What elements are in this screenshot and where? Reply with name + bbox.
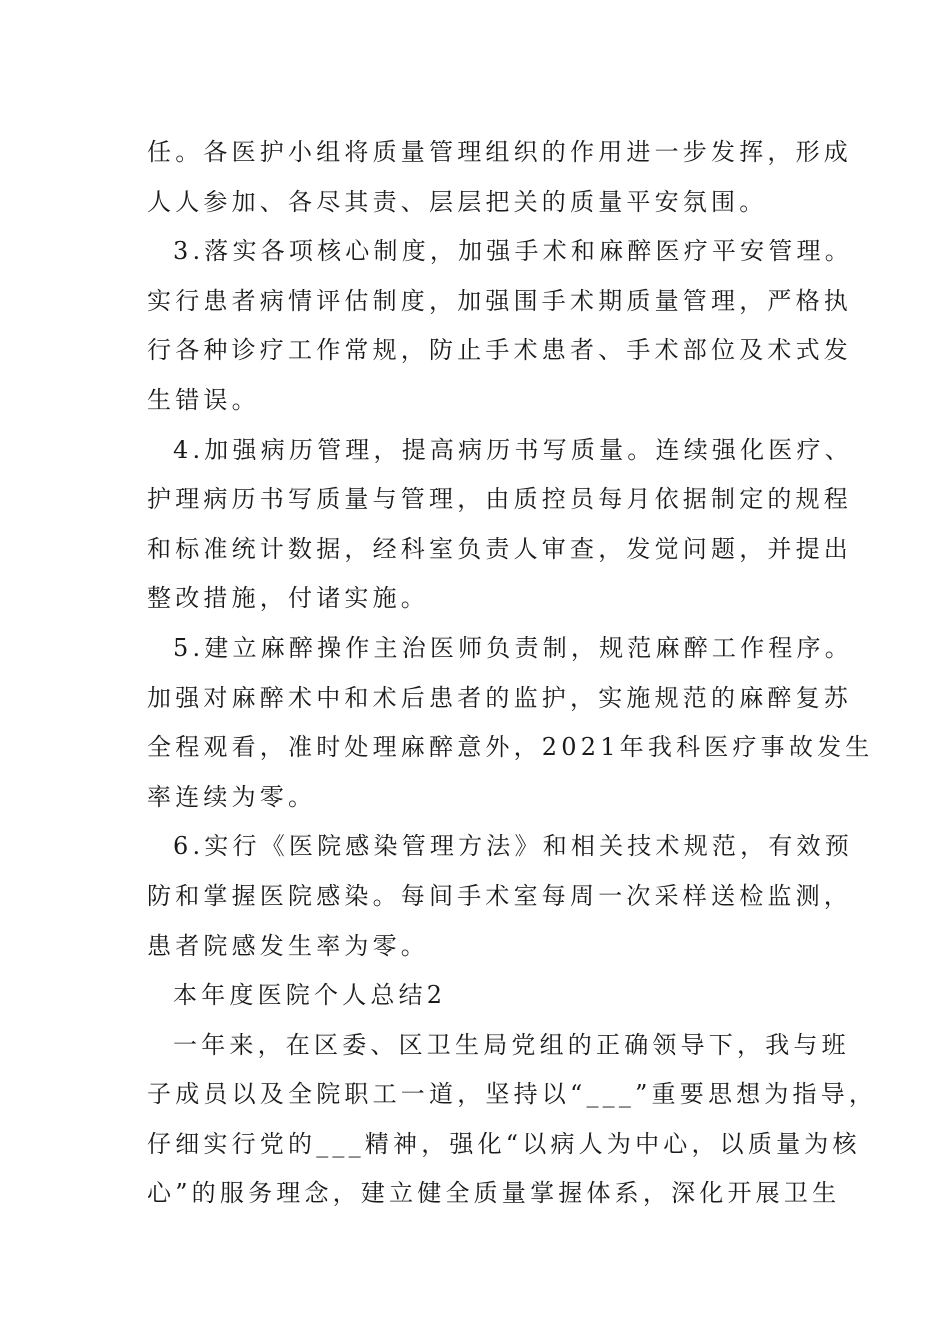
text-line: 人人参加、各尽其责、层层把关的质量平安氛围。	[147, 187, 768, 216]
text-line: 患者院感发生率为零。	[147, 931, 429, 960]
text-line: 仔细实行党的___精神，强化“以病人为中心，以质量为核	[147, 1129, 861, 1158]
text-line: 全程观看，准时处理麻醉意外，2021年我科医疗事故发生	[147, 733, 874, 762]
text-line: 子成员以及全院职工一道，坚持以“___”重要思想为指导，	[147, 1080, 878, 1109]
text-line: 护理病历书写质量与管理，由质控员每月依据制定的规程	[147, 485, 852, 514]
text-line: 4.加强病历管理，提高病历书写质量。连续强化医疗、	[173, 435, 853, 464]
text-line: 生错误。	[147, 385, 260, 414]
text-line: 一年来，在区委、区卫生局党组的正确领导下，我与班	[173, 1030, 850, 1059]
text-line: 3.落实各项核心制度，加强手术和麻醉医疗平安管理。	[173, 237, 853, 266]
text-line: 5.建立麻醉操作主治医师负责制，规范麻醉工作程序。	[173, 633, 853, 662]
text-line: 6.实行《医院感染管理方法》和相关技术规范，有效预	[173, 832, 853, 861]
text-line: 行各种诊疗工作常规，防止手术患者、手术部位及术式发	[147, 336, 852, 365]
text-line: 心”的服务理念，建立健全质量掌握体系，深化开展卫生	[147, 1179, 841, 1208]
text-line: 率连续为零。	[147, 782, 317, 811]
section-heading: 本年度医院个人总结2	[173, 981, 447, 1010]
text-line: 任。各医护小组将质量管理组织的作用进一步发挥，形成	[147, 138, 852, 166]
document-body	[147, 128, 878, 1219]
text-line: 和标准统计数据，经科室负责人审查，发觉问题，并提出	[147, 534, 852, 563]
text-line: 实行患者病情评估制度，加强围手术期质量管理，严格执	[147, 286, 852, 315]
text-line: 整改措施，付诸实施。	[147, 584, 429, 613]
text-line: 加强对麻醉术中和术后患者的监护，实施规范的麻醉复苏	[147, 683, 852, 712]
text-line: 防和掌握医院感染。每间手术室每周一次采样送检监测，	[147, 881, 852, 910]
